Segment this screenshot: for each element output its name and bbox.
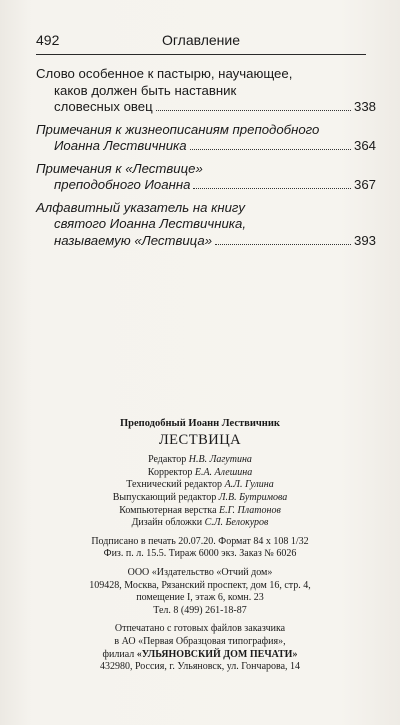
toc-page-number: 393 — [353, 232, 376, 248]
print-info-block — [40, 536, 360, 561]
publisher-block — [40, 567, 360, 617]
publisher-line: Тел. 8 (499) 261-18-87 — [153, 604, 247, 616]
credit-role: Редактор — [148, 454, 187, 466]
credits-block — [40, 454, 360, 530]
dot-leader — [193, 187, 351, 189]
publisher-line: ООО «Издательство «Отчий дом» — [127, 566, 273, 578]
credit-line — [40, 505, 360, 518]
credit-name: Е.А. Алешина — [194, 466, 253, 478]
page-header — [36, 30, 366, 55]
credit-line — [40, 479, 360, 492]
credit-name: Е.Г. Платонов — [219, 504, 281, 516]
toc-entry-line: называемую «Лествица» — [54, 232, 213, 248]
credit-name: Л.В. Бутримова — [218, 491, 288, 503]
print-info-line: Физ. п. л. 15.5. Тираж 6000 экз. Заказ № 6026 — [103, 548, 297, 560]
toc-entry[interactable] — [36, 66, 376, 116]
publisher-line: помещение I, этаж 6, комн. 23 — [136, 592, 264, 604]
print-info-line: Подписано в печать 20.07.20. Формат 84 х 108 1/32 — [91, 535, 309, 547]
dot-leader — [215, 243, 351, 245]
dot-leader — [156, 109, 351, 111]
credit-name: С.Л. Белокуров — [204, 517, 269, 529]
credit-line — [40, 517, 360, 530]
credit-line — [40, 467, 360, 480]
colophon-author: Преподобный Иоанн Лествичник — [120, 418, 280, 429]
dot-leader — [190, 148, 351, 150]
publisher-line: 109428, Москва, Рязанский проспект, дом 16, стр. 4, — [89, 579, 311, 591]
colophon — [40, 418, 360, 680]
toc-entry-line: Алфавитный указатель на книгу — [36, 199, 246, 215]
printer-line — [40, 649, 360, 662]
credit-role: Дизайн обложки — [131, 517, 203, 529]
credit-name: А.Л. Гулина — [224, 479, 274, 491]
printer-line: в АО «Первая Образцовая типография», — [114, 635, 286, 647]
printer-line: 432980, Россия, г. Ульяновск, ул. Гончарова, 14 — [99, 661, 301, 673]
printer-branch-prefix: филиал — [102, 648, 137, 660]
colophon-title: ЛЕСТВИЦА — [158, 431, 242, 448]
toc-entry-last-line — [36, 177, 376, 194]
printer-line: Отпечатано с готовых файлов заказчика — [114, 623, 286, 635]
toc-page-number: 367 — [353, 177, 376, 192]
toc-entry-line: Иоанна Лествичника — [54, 138, 187, 153]
toc-entry[interactable] — [36, 200, 376, 250]
toc-entry-line: Примечания к «Лествице» — [36, 160, 203, 176]
credit-role: Компьютерная верстка — [119, 504, 217, 516]
credit-name: Н.В. Лагутина — [188, 454, 252, 466]
toc-entry-line: преподобного Иоанна — [54, 177, 191, 192]
toc-entry-line: святого Иоанна Лествичника, — [54, 216, 247, 231]
credit-role: Технический редактор — [126, 479, 223, 491]
toc-entry-line: каков должен быть наставник — [54, 82, 237, 98]
credit-role: Выпускающий редактор — [112, 491, 217, 503]
toc-entry-line: Примечания к жизнеописаниям преподобного — [36, 121, 320, 137]
credit-line — [40, 492, 360, 505]
toc-entry[interactable] — [36, 161, 376, 194]
printer-block — [40, 623, 360, 673]
toc-entry-line: Слово особенное к пастырю, научающее, — [36, 66, 293, 81]
toc-page-number: 338 — [353, 99, 376, 114]
toc-entry-last-line — [36, 138, 376, 155]
page-number: 492 — [36, 32, 60, 48]
toc-entry-last-line — [36, 233, 376, 250]
table-of-contents — [36, 66, 376, 255]
printer-branch-name: «УЛЬЯНОВСКИЙ ДОМ ПЕЧАТИ» — [136, 648, 298, 660]
credit-role: Корректор — [147, 466, 193, 478]
credit-line — [40, 454, 360, 467]
toc-entry-last-line — [36, 99, 376, 116]
toc-page-number: 364 — [353, 138, 376, 153]
running-title: Оглавление — [161, 32, 241, 48]
toc-entry-line: словесных овец — [54, 99, 153, 114]
toc-entry[interactable] — [36, 122, 376, 155]
